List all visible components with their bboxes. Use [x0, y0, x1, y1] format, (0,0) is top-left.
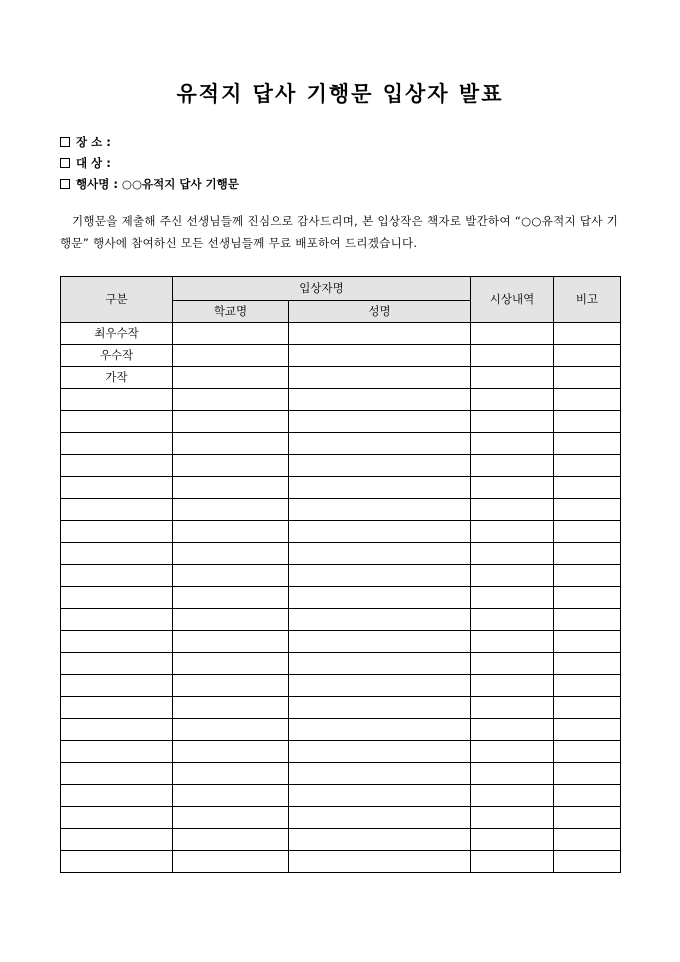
table-row [61, 785, 621, 807]
header-name: 성명 [289, 301, 471, 323]
table-row [61, 587, 621, 609]
table-row [61, 499, 621, 521]
name-cell [289, 763, 471, 785]
award-cell [471, 631, 554, 653]
name-cell [289, 675, 471, 697]
name-cell [289, 851, 471, 873]
note-cell [554, 609, 621, 631]
note-cell [554, 763, 621, 785]
name-cell [289, 433, 471, 455]
note-cell [554, 851, 621, 873]
table-row [61, 367, 621, 389]
name-cell [289, 785, 471, 807]
header-category: 구분 [61, 277, 173, 323]
name-cell [289, 345, 471, 367]
note-cell [554, 653, 621, 675]
school-cell [173, 543, 289, 565]
category-cell [61, 565, 173, 587]
table-row [61, 851, 621, 873]
category-cell [61, 411, 173, 433]
award-cell [471, 565, 554, 587]
note-cell [554, 543, 621, 565]
award-cell [471, 433, 554, 455]
note-cell [554, 389, 621, 411]
award-cell [471, 851, 554, 873]
info-place [60, 132, 239, 153]
header-winner: 입상자명 [173, 277, 471, 301]
name-cell [289, 741, 471, 763]
school-cell [173, 741, 289, 763]
note-cell [554, 411, 621, 433]
info-event [60, 174, 239, 195]
category-cell [61, 719, 173, 741]
award-cell [471, 829, 554, 851]
intro-paragraph: 기행문을 제출해 주신 선생님들께 진심으로 감사드리며, 본 입상작은 책자로 발간하여 “○○유적지 답사 기행문” 행사에 참여하신 모든 선생님들께 무료 배포하여 드리겠습니다. [60, 214, 619, 250]
category-cell: 최우수작 [61, 323, 173, 345]
school-cell [173, 455, 289, 477]
table-row [61, 807, 621, 829]
table-row [61, 653, 621, 675]
table-row [61, 763, 621, 785]
name-cell [289, 719, 471, 741]
school-cell [173, 851, 289, 873]
table-row [61, 323, 621, 345]
note-cell [554, 587, 621, 609]
table-row [61, 389, 621, 411]
award-cell [471, 543, 554, 565]
info-event-label: 행사명 : ○○유적지 답사 기행문 [76, 177, 239, 191]
award-cell [471, 653, 554, 675]
category-cell [61, 829, 173, 851]
award-cell [471, 323, 554, 345]
school-cell [173, 587, 289, 609]
checkbox-square-icon [60, 179, 70, 189]
checkbox-square-icon [60, 137, 70, 147]
page-title: 유적지 답사 기행문 입상자 발표 [176, 81, 504, 106]
name-cell [289, 609, 471, 631]
award-cell [471, 763, 554, 785]
name-cell [289, 653, 471, 675]
school-cell [173, 345, 289, 367]
name-cell [289, 499, 471, 521]
table-row [61, 433, 621, 455]
category-cell [61, 455, 173, 477]
category-cell [61, 697, 173, 719]
category-cell [61, 631, 173, 653]
table-body [61, 323, 621, 873]
note-cell [554, 499, 621, 521]
note-cell [554, 741, 621, 763]
category-cell [61, 477, 173, 499]
table-row [61, 565, 621, 587]
checkbox-square-icon [60, 158, 70, 168]
name-cell [289, 411, 471, 433]
category-cell [61, 543, 173, 565]
note-cell [554, 477, 621, 499]
school-cell [173, 609, 289, 631]
category-cell [61, 587, 173, 609]
table-row [61, 345, 621, 367]
table-row [61, 829, 621, 851]
category-cell [61, 763, 173, 785]
name-cell [289, 389, 471, 411]
name-cell [289, 455, 471, 477]
note-cell [554, 631, 621, 653]
award-cell [471, 389, 554, 411]
header-note: 비고 [554, 277, 621, 323]
award-cell [471, 455, 554, 477]
note-cell [554, 565, 621, 587]
winners-table [60, 276, 621, 873]
note-cell [554, 433, 621, 455]
school-cell [173, 499, 289, 521]
name-cell [289, 367, 471, 389]
note-cell [554, 785, 621, 807]
category-cell: 우수작 [61, 345, 173, 367]
award-cell [471, 411, 554, 433]
school-cell [173, 323, 289, 345]
award-cell [471, 785, 554, 807]
award-cell [471, 345, 554, 367]
name-cell [289, 565, 471, 587]
category-cell [61, 851, 173, 873]
note-cell [554, 697, 621, 719]
school-cell [173, 785, 289, 807]
table-row [61, 675, 621, 697]
school-cell [173, 763, 289, 785]
header-award: 시상내역 [471, 277, 554, 323]
name-cell [289, 829, 471, 851]
category-cell: 가작 [61, 367, 173, 389]
category-cell [61, 499, 173, 521]
award-cell [471, 697, 554, 719]
table-row [61, 543, 621, 565]
category-cell [61, 653, 173, 675]
note-cell [554, 807, 621, 829]
award-cell [471, 675, 554, 697]
school-cell [173, 521, 289, 543]
school-cell [173, 675, 289, 697]
school-cell [173, 653, 289, 675]
info-target [60, 153, 239, 174]
table-row [61, 697, 621, 719]
table-row [61, 741, 621, 763]
info-place-label: 장 소 : [76, 135, 111, 149]
award-cell [471, 807, 554, 829]
note-cell [554, 521, 621, 543]
category-cell [61, 675, 173, 697]
school-cell [173, 719, 289, 741]
note-cell [554, 719, 621, 741]
name-cell [289, 697, 471, 719]
category-cell [61, 741, 173, 763]
note-cell [554, 455, 621, 477]
note-cell [554, 675, 621, 697]
school-cell [173, 477, 289, 499]
school-cell [173, 433, 289, 455]
table-row [61, 631, 621, 653]
name-cell [289, 587, 471, 609]
note-cell [554, 345, 621, 367]
school-cell [173, 697, 289, 719]
info-target-label: 대 상 : [76, 156, 111, 170]
name-cell [289, 521, 471, 543]
category-cell [61, 609, 173, 631]
table-row [61, 455, 621, 477]
name-cell [289, 807, 471, 829]
note-cell [554, 367, 621, 389]
table-row [61, 521, 621, 543]
name-cell [289, 323, 471, 345]
name-cell [289, 543, 471, 565]
school-cell [173, 389, 289, 411]
category-cell [61, 433, 173, 455]
award-cell [471, 499, 554, 521]
award-cell [471, 477, 554, 499]
school-cell [173, 411, 289, 433]
school-cell [173, 829, 289, 851]
school-cell [173, 367, 289, 389]
note-cell [554, 323, 621, 345]
note-cell [554, 829, 621, 851]
award-cell [471, 521, 554, 543]
name-cell [289, 631, 471, 653]
header-school: 학교명 [173, 301, 289, 323]
award-cell [471, 367, 554, 389]
name-cell [289, 477, 471, 499]
award-cell [471, 719, 554, 741]
category-cell [61, 807, 173, 829]
table-row [61, 609, 621, 631]
school-cell [173, 631, 289, 653]
table-row [61, 477, 621, 499]
table-row [61, 719, 621, 741]
award-cell [471, 609, 554, 631]
category-cell [61, 521, 173, 543]
award-cell [471, 587, 554, 609]
info-block [60, 132, 239, 195]
school-cell [173, 807, 289, 829]
category-cell [61, 389, 173, 411]
award-cell [471, 741, 554, 763]
school-cell [173, 565, 289, 587]
category-cell [61, 785, 173, 807]
table-row [61, 411, 621, 433]
